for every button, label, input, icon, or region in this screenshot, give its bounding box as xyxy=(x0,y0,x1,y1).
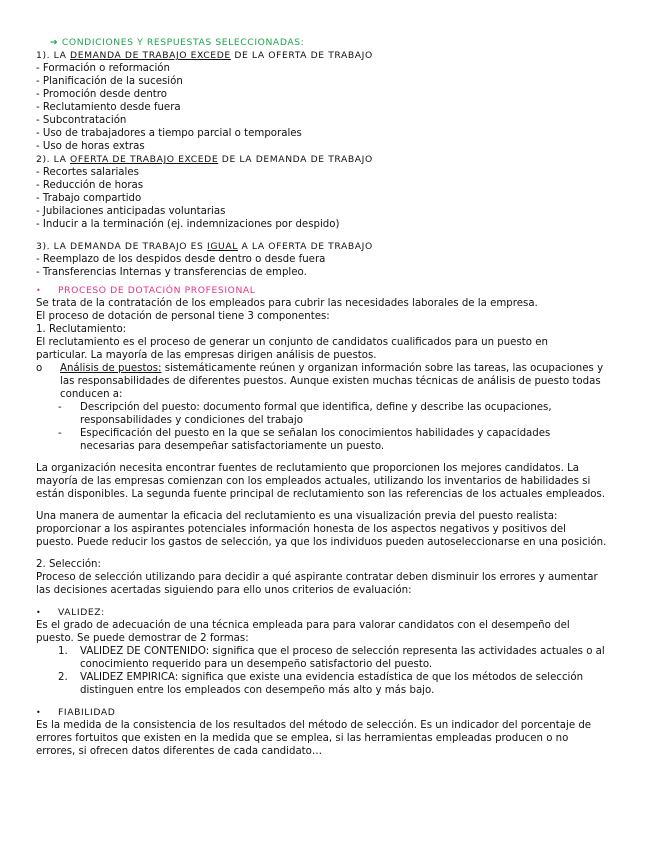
paragraph: puesto. Se puede demostrar de 2 formas: xyxy=(36,633,249,644)
section-title: PROCESO DE DOTACIÓN PROFESIONAL xyxy=(58,285,256,296)
paragraph: las responsabilidades de diferentes puestos. Aunque existen muchas técnicas de análisis de puesto todas xyxy=(60,376,601,387)
paragraph: puesto. Puede reducir los gastos de selección, ya que los individuos pueden autoseleccionarse en una posición. xyxy=(36,537,607,548)
paragraph: Es el grado de adecuación de una técnica empleada para para valorar candidatos con el desempeño del xyxy=(36,620,570,631)
paragraph: El reclutamiento es el proceso de generar un conjunto de candidatos cualificados para un puesto en xyxy=(36,337,548,348)
validity-heading xyxy=(36,606,626,619)
heading-prefix: 1). LA xyxy=(36,50,71,61)
paragraph: errores fortuitos que existen en la medida que se emplea, si las herramientas empleadas producen o no xyxy=(36,733,569,744)
circle-bullet-icon: o xyxy=(36,363,43,374)
paragraph: Proceso de selección utilizando para decidir a qué aspirante contratar deben disminuir los errores y aumentar xyxy=(36,572,598,583)
subheading-selection: 2. Selección: xyxy=(36,559,101,570)
description-text: responsabilidades y condiciones del trabajo xyxy=(80,415,303,426)
reliability-title: FIABILIDAD xyxy=(58,707,116,718)
list-item: - Recortes salariales xyxy=(36,167,139,178)
validity-empirical-text: VALIDEZ EMPIRICA: significa que existe una evidencia estadística de que los métodos de selección xyxy=(80,672,584,683)
heading-prefix: 3). LA DEMANDA DE TRABAJO ES xyxy=(36,241,208,252)
analysis-text: sistemáticamente reúnen y organizan información sobre las tareas, las ocupaciones y xyxy=(161,363,604,374)
paragraph: mayoría de las empresas comienzan con los empleados actuales, utilizando los inventarios de habilidades si xyxy=(36,476,591,487)
paragraph: El proceso de dotación de personal tiene 3 componentes: xyxy=(36,311,330,322)
paragraph: particular. La mayoría de las empresas dirigen análisis de puestos. xyxy=(36,350,377,361)
list-number: 2. xyxy=(58,672,68,683)
section-heading-staffing xyxy=(36,284,626,297)
list-item: - Uso de horas extras xyxy=(36,141,145,152)
list-number: 1. xyxy=(58,646,68,657)
list-item: - Reemplazo de los despidos desde dentro o desde fuera xyxy=(36,254,326,265)
document-page xyxy=(36,36,626,758)
heading-supply-exceeds xyxy=(36,153,626,166)
paragraph: están disponibles. La segunda fuente principal de reclutamiento son las referencias de los actuales empleados. xyxy=(36,489,606,500)
validity-content-text: conocimiento requerido para un desempeño satisfactorio del puesto. xyxy=(80,659,433,670)
heading-suffix: DE LA OFERTA DE TRABAJO xyxy=(230,50,373,61)
validity-content-item xyxy=(36,645,626,658)
heading-suffix: DE LA DEMANDA DE TRABAJO xyxy=(218,154,373,165)
heading-underlined: OFERTA DE TRABAJO EXCEDE xyxy=(70,154,219,165)
specification-text: Especificación del puesto en la que se señalan los conocimientos habilidades y capacidades xyxy=(80,428,551,439)
section-heading-conditions xyxy=(36,36,626,49)
heading-demand-equals xyxy=(36,240,626,253)
subheading-recruitment: 1. Reclutamiento: xyxy=(36,324,127,335)
bullet-icon: • xyxy=(36,608,42,617)
dash-bullet-icon: - xyxy=(58,402,62,413)
validity-empirical-text: distinguen entre los empleados con desempeño más alto y más bajo. xyxy=(80,685,435,696)
list-item: - Promoción desde dentro xyxy=(36,89,167,100)
list-item: - Transferencias Internas y transferencias de empleo. xyxy=(36,267,307,278)
reliability-heading xyxy=(36,706,626,719)
list-item: - Inducir a la terminación (ej. indemnizaciones por despido) xyxy=(36,219,340,230)
bullet-icon: • xyxy=(36,286,42,295)
paragraph: errores, si ofrecen datos diferentes de cada candidato… xyxy=(36,746,323,757)
validity-content-text: VALIDEZ DE CONTENIDO: significa que el proceso de selección representa las actividades actuales o al xyxy=(80,646,605,657)
list-item: - Jubilaciones anticipadas voluntarias xyxy=(36,206,226,217)
validity-empirical-item xyxy=(36,671,626,684)
arrow-right-icon: ➔ xyxy=(50,37,59,48)
description-item xyxy=(36,401,626,414)
bullet-icon: • xyxy=(36,708,42,717)
heading-demand-exceeds xyxy=(36,49,626,62)
heading-underlined: IGUAL xyxy=(207,241,238,252)
list-item: - Uso de trabajadores a tiempo parcial o temporales xyxy=(36,128,302,139)
heading-underlined: DEMANDA DE TRABAJO EXCEDE xyxy=(70,50,231,61)
analysis-item xyxy=(36,362,626,375)
description-text: Descripción del puesto: documento formal que identifica, define y describe las ocupaciones, xyxy=(80,402,552,413)
analysis-term: Análisis de puestos: xyxy=(60,363,162,374)
specification-text: necesarias para desempeñar satisfactoriamente un puesto. xyxy=(80,441,385,452)
dash-bullet-icon: - xyxy=(58,428,62,439)
heading-suffix: A LA OFERTA DE TRABAJO xyxy=(237,241,373,252)
section-title: CONDICIONES Y RESPUESTAS SELECCIONADAS: xyxy=(61,37,305,48)
paragraph: Se trata de la contratación de los empleados para cubrir las necesidades laborales de la empresa. xyxy=(36,298,538,309)
list-item: - Subcontratación xyxy=(36,115,127,126)
list-item: - Formación o reformación xyxy=(36,63,170,74)
paragraph: proporcionar a los aspirantes potenciales información honesta de los aspectos negativos y positivos del xyxy=(36,524,566,535)
heading-prefix: 2). LA xyxy=(36,154,71,165)
list-item: - Trabajo compartido xyxy=(36,193,142,204)
paragraph: conducen a: xyxy=(60,389,123,400)
paragraph: La organización necesita encontrar fuentes de reclutamiento que proporcionen los mejores candidatos. La xyxy=(36,463,579,474)
validity-title: VALIDEZ: xyxy=(58,607,105,618)
list-item: - Planificación de la sucesión xyxy=(36,76,183,87)
specification-item xyxy=(36,427,626,440)
paragraph: Es la medida de la consistencia de los resultados del método de selección. Es un indicador del porcentaje de xyxy=(36,720,592,731)
paragraph: las decisiones acertadas siguiendo para ello unos criterios de evaluación: xyxy=(36,585,412,596)
paragraph: Una manera de aumentar la eficacia del reclutamiento es una visualización previa del puesto realista: xyxy=(36,511,558,522)
list-item: - Reducción de horas xyxy=(36,180,144,191)
list-item: - Reclutamiento desde fuera xyxy=(36,102,181,113)
